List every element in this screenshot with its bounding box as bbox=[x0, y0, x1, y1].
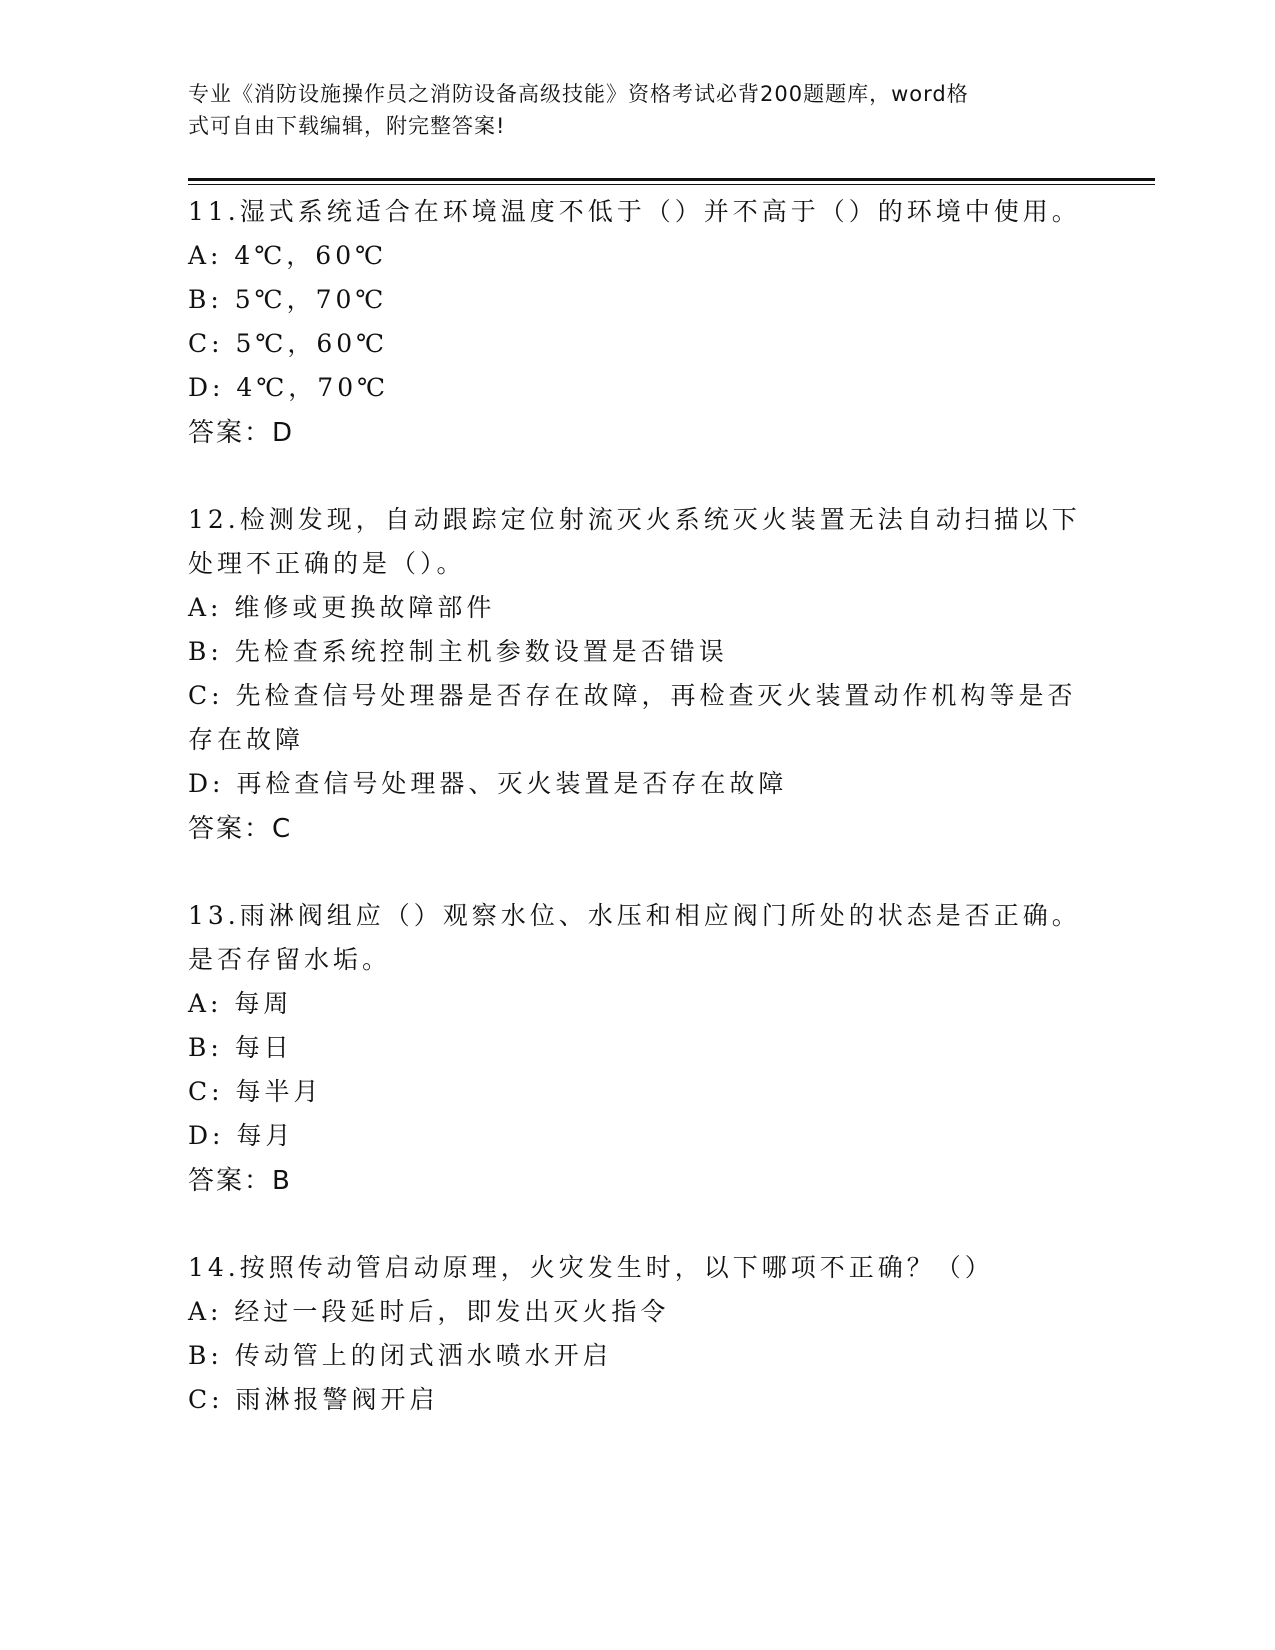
header-line-2: 式可自由下载编辑，附完整答案! bbox=[188, 114, 506, 138]
option-b: B: 5℃，70℃ bbox=[188, 285, 388, 314]
question-list bbox=[188, 190, 1088, 1464]
question-stem: 14.按照传动管启动原理，火灾发生时，以下哪项不正确？（） bbox=[188, 1253, 994, 1282]
question-12 bbox=[188, 498, 1088, 852]
question-11 bbox=[188, 190, 1088, 456]
question-stem: 11.湿式系统适合在环境温度不低于（）并不高于（）的环境中使用。 bbox=[188, 197, 1081, 226]
option-d: D: 每月 bbox=[188, 1121, 295, 1150]
option-b: B: 传动管上的闭式洒水喷水开启 bbox=[188, 1341, 612, 1370]
option-a: A: 维修或更换故障部件 bbox=[188, 593, 496, 622]
question-13 bbox=[188, 894, 1088, 1204]
answer-line: 答案：D bbox=[188, 418, 295, 448]
header-divider-thin bbox=[188, 184, 1155, 185]
option-a: A: 每周 bbox=[188, 989, 293, 1018]
answer-line: 答案：C bbox=[188, 814, 293, 844]
document-header bbox=[188, 78, 1088, 142]
option-c: C: 5℃，60℃ bbox=[188, 329, 389, 358]
question-stem: 12.检测发现，自动跟踪定位射流灭火系统灭火装置无法自动扫描以下处理不正确的是（）。 bbox=[188, 505, 1081, 578]
answer-line: 答案：B bbox=[188, 1166, 292, 1196]
option-a: A: 经过一段延时后，即发出灭火指令 bbox=[188, 1297, 670, 1326]
option-d: D: 4℃，70℃ bbox=[188, 373, 390, 402]
option-c: C: 雨淋报警阀开启 bbox=[188, 1385, 439, 1414]
header-line-1: 专业《消防设施操作员之消防设备高级技能》资格考试必背200题题库，word格 bbox=[188, 82, 969, 106]
option-b: B: 每日 bbox=[188, 1033, 293, 1062]
option-d: D: 再检查信号处理器、灭火装置是否存在故障 bbox=[188, 769, 788, 798]
question-14 bbox=[188, 1246, 1088, 1422]
option-a: A: 4℃，60℃ bbox=[188, 241, 388, 270]
option-c: C: 先检查信号处理器是否存在故障，再检查灭火装置动作机构等是否存在故障 bbox=[188, 681, 1077, 754]
option-c: C: 每半月 bbox=[188, 1077, 323, 1106]
question-stem: 13.雨淋阀组应（）观察水位、水压和相应阀门所处的状态是否正确。是否存留水垢。 bbox=[188, 901, 1081, 974]
header-divider-thick bbox=[188, 178, 1155, 181]
option-b: B: 先检查系统控制主机参数设置是否错误 bbox=[188, 637, 728, 666]
